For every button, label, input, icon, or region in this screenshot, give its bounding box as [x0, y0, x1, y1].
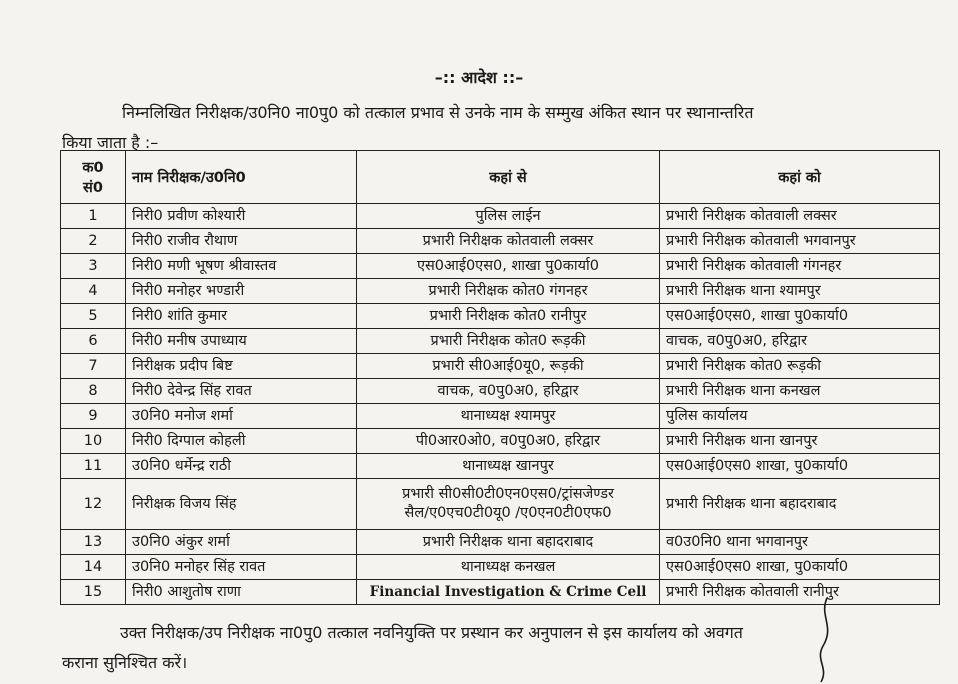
cell-no: 14 — [61, 555, 126, 580]
cell-no: 10 — [61, 429, 126, 454]
cell-no: 7 — [61, 354, 126, 379]
cell-from: थानाध्यक्ष कनखल — [357, 555, 660, 580]
cell-no: 4 — [61, 279, 126, 304]
cell-from-line2: सैल/ए0एच0टी0यू0 /ए0एन0टी0एफ0 — [404, 505, 612, 521]
cell-no: 9 — [61, 404, 126, 429]
cell-to: प्रभारी निरीक्षक थाना बहादराबाद — [660, 479, 940, 530]
cell-name: निरी0 राजीव रौथाण — [126, 229, 357, 254]
cell-no: 12 — [61, 479, 126, 530]
cell-name: निरीक्षक प्रदीप बिष्ट — [126, 354, 357, 379]
cell-to: प्रभारी निरीक्षक कोतवाली लक्सर — [660, 204, 940, 229]
cell-from: प्रभारी निरीक्षक कोत0 रूड़की — [357, 329, 660, 354]
cell-name: निरी0 दिग्पाल कोहली — [126, 429, 357, 454]
cell-no: 1 — [61, 204, 126, 229]
table-header-row — [61, 151, 940, 204]
cell-no: 11 — [61, 454, 126, 479]
cell-to: एस0आई0एस0 शाखा, पु0कार्या0 — [660, 454, 940, 479]
header-from: कहां से — [357, 151, 660, 204]
cell-from: पुलिस लाईन — [357, 204, 660, 229]
cell-no: 15 — [61, 580, 126, 605]
cell-no: 6 — [61, 329, 126, 354]
table-row — [61, 429, 940, 454]
table-row — [61, 254, 940, 279]
cell-to: प्रभारी निरीक्षक कोत0 रूड़की — [660, 354, 940, 379]
cell-from: प्रभारी निरीक्षक कोतवाली लक्सर — [357, 229, 660, 254]
header-serial-no — [61, 151, 126, 204]
cell-no: 2 — [61, 229, 126, 254]
table-row — [61, 454, 940, 479]
cell-to: वाचक, व0पु0अ0, हरिद्वार — [660, 329, 940, 354]
cell-to: प्रभारी निरीक्षक थाना खानपुर — [660, 429, 940, 454]
cell-name: निरी0 शांति कुमार — [126, 304, 357, 329]
cell-to: प्रभारी निरीक्षक कोतवाली भगवानपुर — [660, 229, 940, 254]
table-row — [61, 530, 940, 555]
cell-from: थानाध्यक्ष खानपुर — [357, 454, 660, 479]
transfer-table — [60, 150, 940, 605]
table-row — [61, 379, 940, 404]
cell-from: वाचक, व0पु0अ0, हरिद्वार — [357, 379, 660, 404]
cell-from: प्रभारी निरीक्षक थाना बहादराबाद — [357, 530, 660, 555]
cell-name: उ0नि0 मनोहर सिंह रावत — [126, 555, 357, 580]
intro-line-1: निम्नलिखित निरीक्षक/उ0नि0 ना0पु0 को तत्काल प्रभाव से उनके नाम के सम्मुख अंकित स्थान पर स्थानान्तरित — [122, 103, 754, 122]
cell-from: प्रभारी सी0आई0यू0, रूड़की — [357, 354, 660, 379]
table-row — [61, 404, 940, 429]
cell-name: उ0नि0 मनोज शर्मा — [126, 404, 357, 429]
header-name: नाम निरीक्षक/उ0नि0 — [126, 151, 357, 204]
cell-from-line1: प्रभारी सी0सी0टी0एन0एस0/ट्रांसजेण्डर — [402, 486, 614, 502]
table-row — [61, 279, 940, 304]
cell-from: पी0आर0ओ0, व0पु0अ0, हरिद्वार — [357, 429, 660, 454]
cell-name: निरी0 देवेन्द्र सिंह रावत — [126, 379, 357, 404]
cell-from: प्रभारी निरीक्षक कोत0 गंगनहर — [357, 279, 660, 304]
cell-to: प्रभारी निरीक्षक थाना कनखल — [660, 379, 940, 404]
order-heading: –:: आदेश ::– — [434, 68, 524, 87]
header-serial-line1: क0 — [82, 160, 104, 176]
cell-from: एस0आई0एस0, शाखा पु0कार्या0 — [357, 254, 660, 279]
cell-to: व0उ0नि0 थाना भगवानपुर — [660, 530, 940, 555]
cell-name: उ0नि0 अंकुर शर्मा — [126, 530, 357, 555]
cell-to: एस0आई0एस0 शाखा, पु0कार्या0 — [660, 555, 940, 580]
cell-to: प्रभारी निरीक्षक कोतवाली गंगनहर — [660, 254, 940, 279]
table-row — [61, 304, 940, 329]
cell-name: निरी0 मनोहर भण्डारी — [126, 279, 357, 304]
cell-from: प्रभारी निरीक्षक कोत0 रानीपुर — [357, 304, 660, 329]
table-row — [61, 204, 940, 229]
cell-to: पुलिस कार्यालय — [660, 404, 940, 429]
table-row — [61, 229, 940, 254]
cell-no: 3 — [61, 254, 126, 279]
cell-no: 8 — [61, 379, 126, 404]
footer-line-2: कराना सुनिश्चित करें। — [62, 653, 188, 672]
cell-no: 5 — [61, 304, 126, 329]
cell-no: 13 — [61, 530, 126, 555]
cell-name: निरी0 मनीष उपाध्याय — [126, 329, 357, 354]
signature-stroke-icon — [805, 596, 845, 684]
cell-name: निरी0 आशुतोष राणा — [126, 580, 357, 605]
cell-name: निरीक्षक विजय सिंह — [126, 479, 357, 530]
cell-from: Financial Investigation & Crime Cell — [357, 580, 660, 605]
table-row — [61, 555, 940, 580]
header-serial-line2: सं0 — [83, 180, 103, 196]
cell-to: एस0आई0एस0, शाखा पु0कार्या0 — [660, 304, 940, 329]
intro-paragraph — [62, 98, 942, 158]
cell-name: उ0नि0 धर्मेन्द्र राठी — [126, 454, 357, 479]
intro-line-2: किया जाता है :– — [62, 133, 159, 152]
cell-name: निरी0 प्रवीण कोश्यारी — [126, 204, 357, 229]
header-to: कहां को — [660, 151, 940, 204]
table-row — [61, 479, 940, 530]
cell-from — [357, 479, 660, 530]
table-row — [61, 329, 940, 354]
footer-line-1: उक्त निरीक्षक/उप निरीक्षक ना0पु0 तत्काल नवनियुक्ति पर प्रस्थान कर अनुपालन से इस कार्यालय को अवगत — [120, 623, 743, 642]
table-row — [61, 354, 940, 379]
cell-name: निरी0 मणी भूषण श्रीवास्तव — [126, 254, 357, 279]
cell-to: प्रभारी निरीक्षक कोतवाली रानीपुर — [660, 580, 940, 605]
cell-from: थानाध्यक्ष श्यामपुर — [357, 404, 660, 429]
cell-to: प्रभारी निरीक्षक थाना श्यामपुर — [660, 279, 940, 304]
